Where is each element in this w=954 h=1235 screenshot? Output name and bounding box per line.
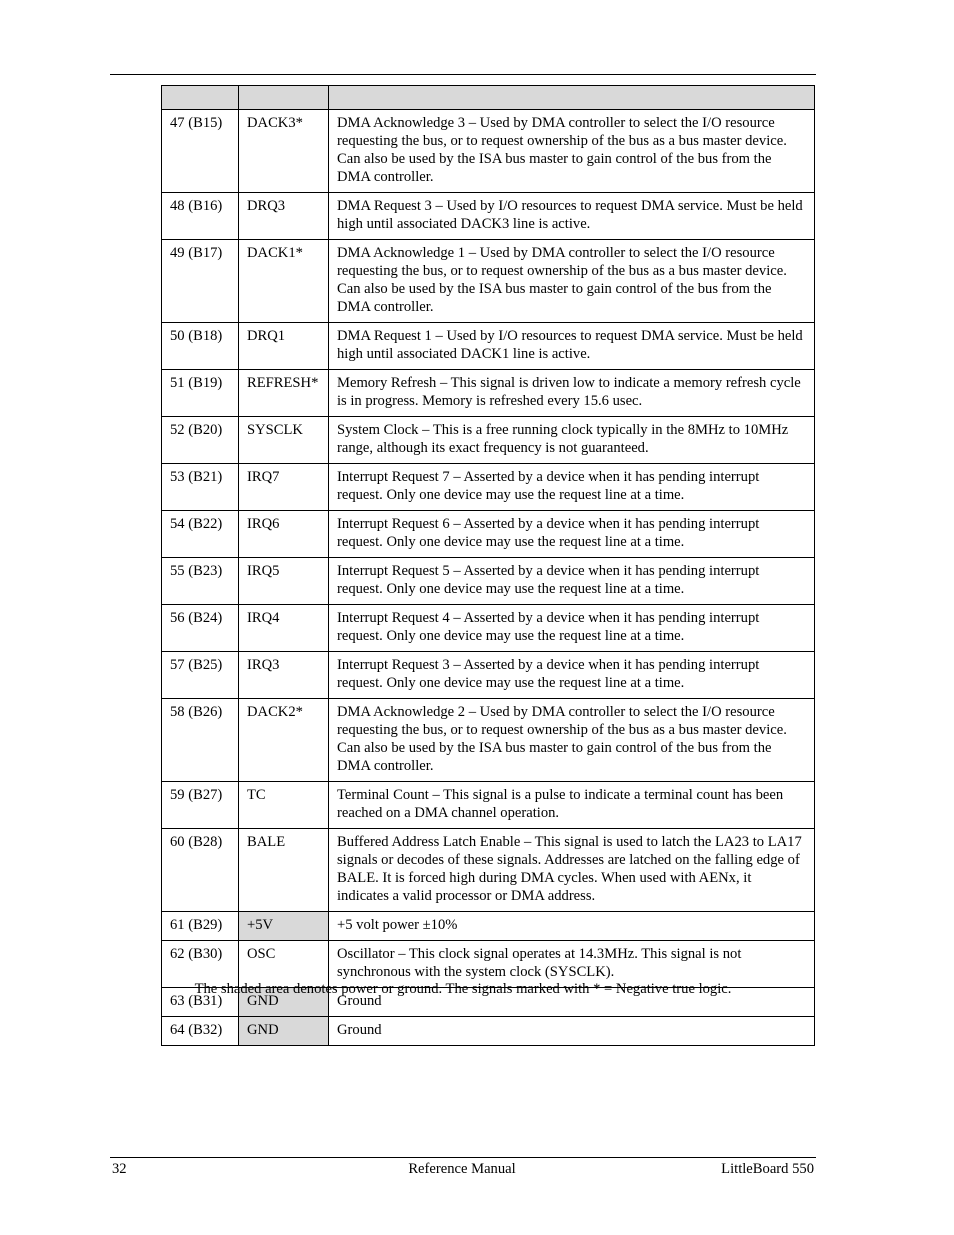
table-row	[162, 323, 815, 370]
footer-rule	[110, 1157, 816, 1158]
pin-cell: 52 (B20)	[162, 417, 239, 464]
signal-cell: SYSCLK	[239, 417, 329, 464]
header-rule	[110, 74, 816, 75]
pin-cell: 54 (B22)	[162, 511, 239, 558]
pin-cell: 59 (B27)	[162, 782, 239, 829]
signal-cell: DRQ1	[239, 323, 329, 370]
table-row	[162, 829, 815, 912]
header-cell-description	[329, 86, 815, 110]
page-number: 32	[112, 1161, 127, 1177]
table-row	[162, 782, 815, 829]
description-cell: System Clock – This is a free running clock typically in the 8MHz to 10MHz range, although its exact frequency is not guaranteed.	[329, 417, 815, 464]
description-cell: DMA Request 1 – Used by I/O resources to request DMA service. Must be held high until associated DACK1 line is active.	[329, 323, 815, 370]
signal-cell: DRQ3	[239, 193, 329, 240]
header-cell-signal	[239, 86, 329, 110]
description-cell: Interrupt Request 7 – Asserted by a device when it has pending interrupt request. Only one device may use the request line at a time.	[329, 464, 815, 511]
description-cell: Buffered Address Latch Enable – This signal is used to latch the LA23 to LA17 signals or decodes of these signals. Addresses are latched on the falling edge of BALE. It is forced high during DMA cycles. When used with AENx, it indicates a valid processor or DMA address.	[329, 829, 815, 912]
table-row	[162, 699, 815, 782]
table-header-row	[162, 86, 815, 110]
description-cell: +5 volt power ±10%	[329, 912, 815, 941]
description-cell: DMA Acknowledge 3 – Used by DMA controller to select the I/O resource requesting the bus, or to request ownership of the bus as a bus master device. Can also be used by the ISA bus master to gain control of the bus from the DMA controller.	[329, 110, 815, 193]
table-row	[162, 912, 815, 941]
pin-cell: 47 (B15)	[162, 110, 239, 193]
description-cell: Interrupt Request 5 – Asserted by a device when it has pending interrupt request. Only one device may use the request line at a time.	[329, 558, 815, 605]
pin-cell: 61 (B29)	[162, 912, 239, 941]
signal-cell: REFRESH*	[239, 370, 329, 417]
pin-cell: 53 (B21)	[162, 464, 239, 511]
pin-cell: 51 (B19)	[162, 370, 239, 417]
table-row	[162, 464, 815, 511]
signal-cell: DACK2*	[239, 699, 329, 782]
signal-cell: OSC	[239, 941, 329, 988]
signal-cell: DACK3*	[239, 110, 329, 193]
description-cell: Ground	[329, 988, 815, 1017]
signal-cell: GND	[239, 1017, 329, 1046]
signal-cell: IRQ4	[239, 605, 329, 652]
table-row	[162, 652, 815, 699]
pin-cell: 60 (B28)	[162, 829, 239, 912]
pin-cell: 62 (B30)	[162, 941, 239, 988]
description-cell: Terminal Count – This signal is a pulse to indicate a terminal count has been reached on a DMA channel operation.	[329, 782, 815, 829]
table-row	[162, 511, 815, 558]
signal-cell: IRQ3	[239, 652, 329, 699]
signal-cell: +5V	[239, 912, 329, 941]
description-cell: Oscillator – This clock signal operates at 14.3MHz. This signal is not synchronous with the system clock (SYSCLK).	[329, 941, 815, 988]
signal-cell: BALE	[239, 829, 329, 912]
description-cell: Ground	[329, 1017, 815, 1046]
footer-product-name: LittleBoard 550	[721, 1161, 814, 1177]
signal-cell: DACK1*	[239, 240, 329, 323]
table-row	[162, 370, 815, 417]
header-cell-pin	[162, 86, 239, 110]
table-row	[162, 605, 815, 652]
pin-cell: 64 (B32)	[162, 1017, 239, 1046]
pin-cell: 63 (B31)	[162, 988, 239, 1017]
table-row	[162, 193, 815, 240]
description-cell: DMA Request 3 – Used by I/O resources to request DMA service. Must be held high until associated DACK3 line is active.	[329, 193, 815, 240]
description-cell: DMA Acknowledge 2 – Used by DMA controller to select the I/O resource requesting the bus, or to request ownership of the bus as a bus master device. Can also be used by the ISA bus master to gain control of the bus from the DMA controller.	[329, 699, 815, 782]
pin-cell: 50 (B18)	[162, 323, 239, 370]
description-cell: Memory Refresh – This signal is driven low to indicate a memory refresh cycle is in progress. Memory is refreshed every 15.6 usec.	[329, 370, 815, 417]
signal-cell: IRQ5	[239, 558, 329, 605]
table-row	[162, 110, 815, 193]
page-footer	[110, 1160, 814, 1180]
signal-cell: GND	[239, 988, 329, 1017]
description-cell: Interrupt Request 3 – Asserted by a device when it has pending interrupt request. Only one device may use the request line at a time.	[329, 652, 815, 699]
pin-cell: 56 (B24)	[162, 605, 239, 652]
table-row	[162, 240, 815, 323]
pin-cell: 55 (B23)	[162, 558, 239, 605]
pin-cell: 58 (B26)	[162, 699, 239, 782]
pin-cell: 57 (B25)	[162, 652, 239, 699]
description-cell: DMA Acknowledge 1 – Used by DMA controller to select the I/O resource requesting the bus, or to request ownership of the bus as a bus master device. Can also be used by the ISA bus master to gain control of the bus from the DMA controller.	[329, 240, 815, 323]
footer-manual-title: Reference Manual	[408, 1161, 516, 1177]
signal-cell: IRQ6	[239, 511, 329, 558]
pin-table	[161, 85, 815, 1046]
description-cell: Interrupt Request 6 – Asserted by a device when it has pending interrupt request. Only one device may use the request line at a time.	[329, 511, 815, 558]
table-row	[162, 417, 815, 464]
pin-cell: 49 (B17)	[162, 240, 239, 323]
table-row	[162, 558, 815, 605]
shading-note: The shaded area denotes power or ground. The signals marked with * = Negative true logic.	[194, 981, 732, 997]
pin-cell: 48 (B16)	[162, 193, 239, 240]
table-row	[162, 1017, 815, 1046]
signal-cell: TC	[239, 782, 329, 829]
signal-cell: IRQ7	[239, 464, 329, 511]
description-cell: Interrupt Request 4 – Asserted by a device when it has pending interrupt request. Only one device may use the request line at a time.	[329, 605, 815, 652]
